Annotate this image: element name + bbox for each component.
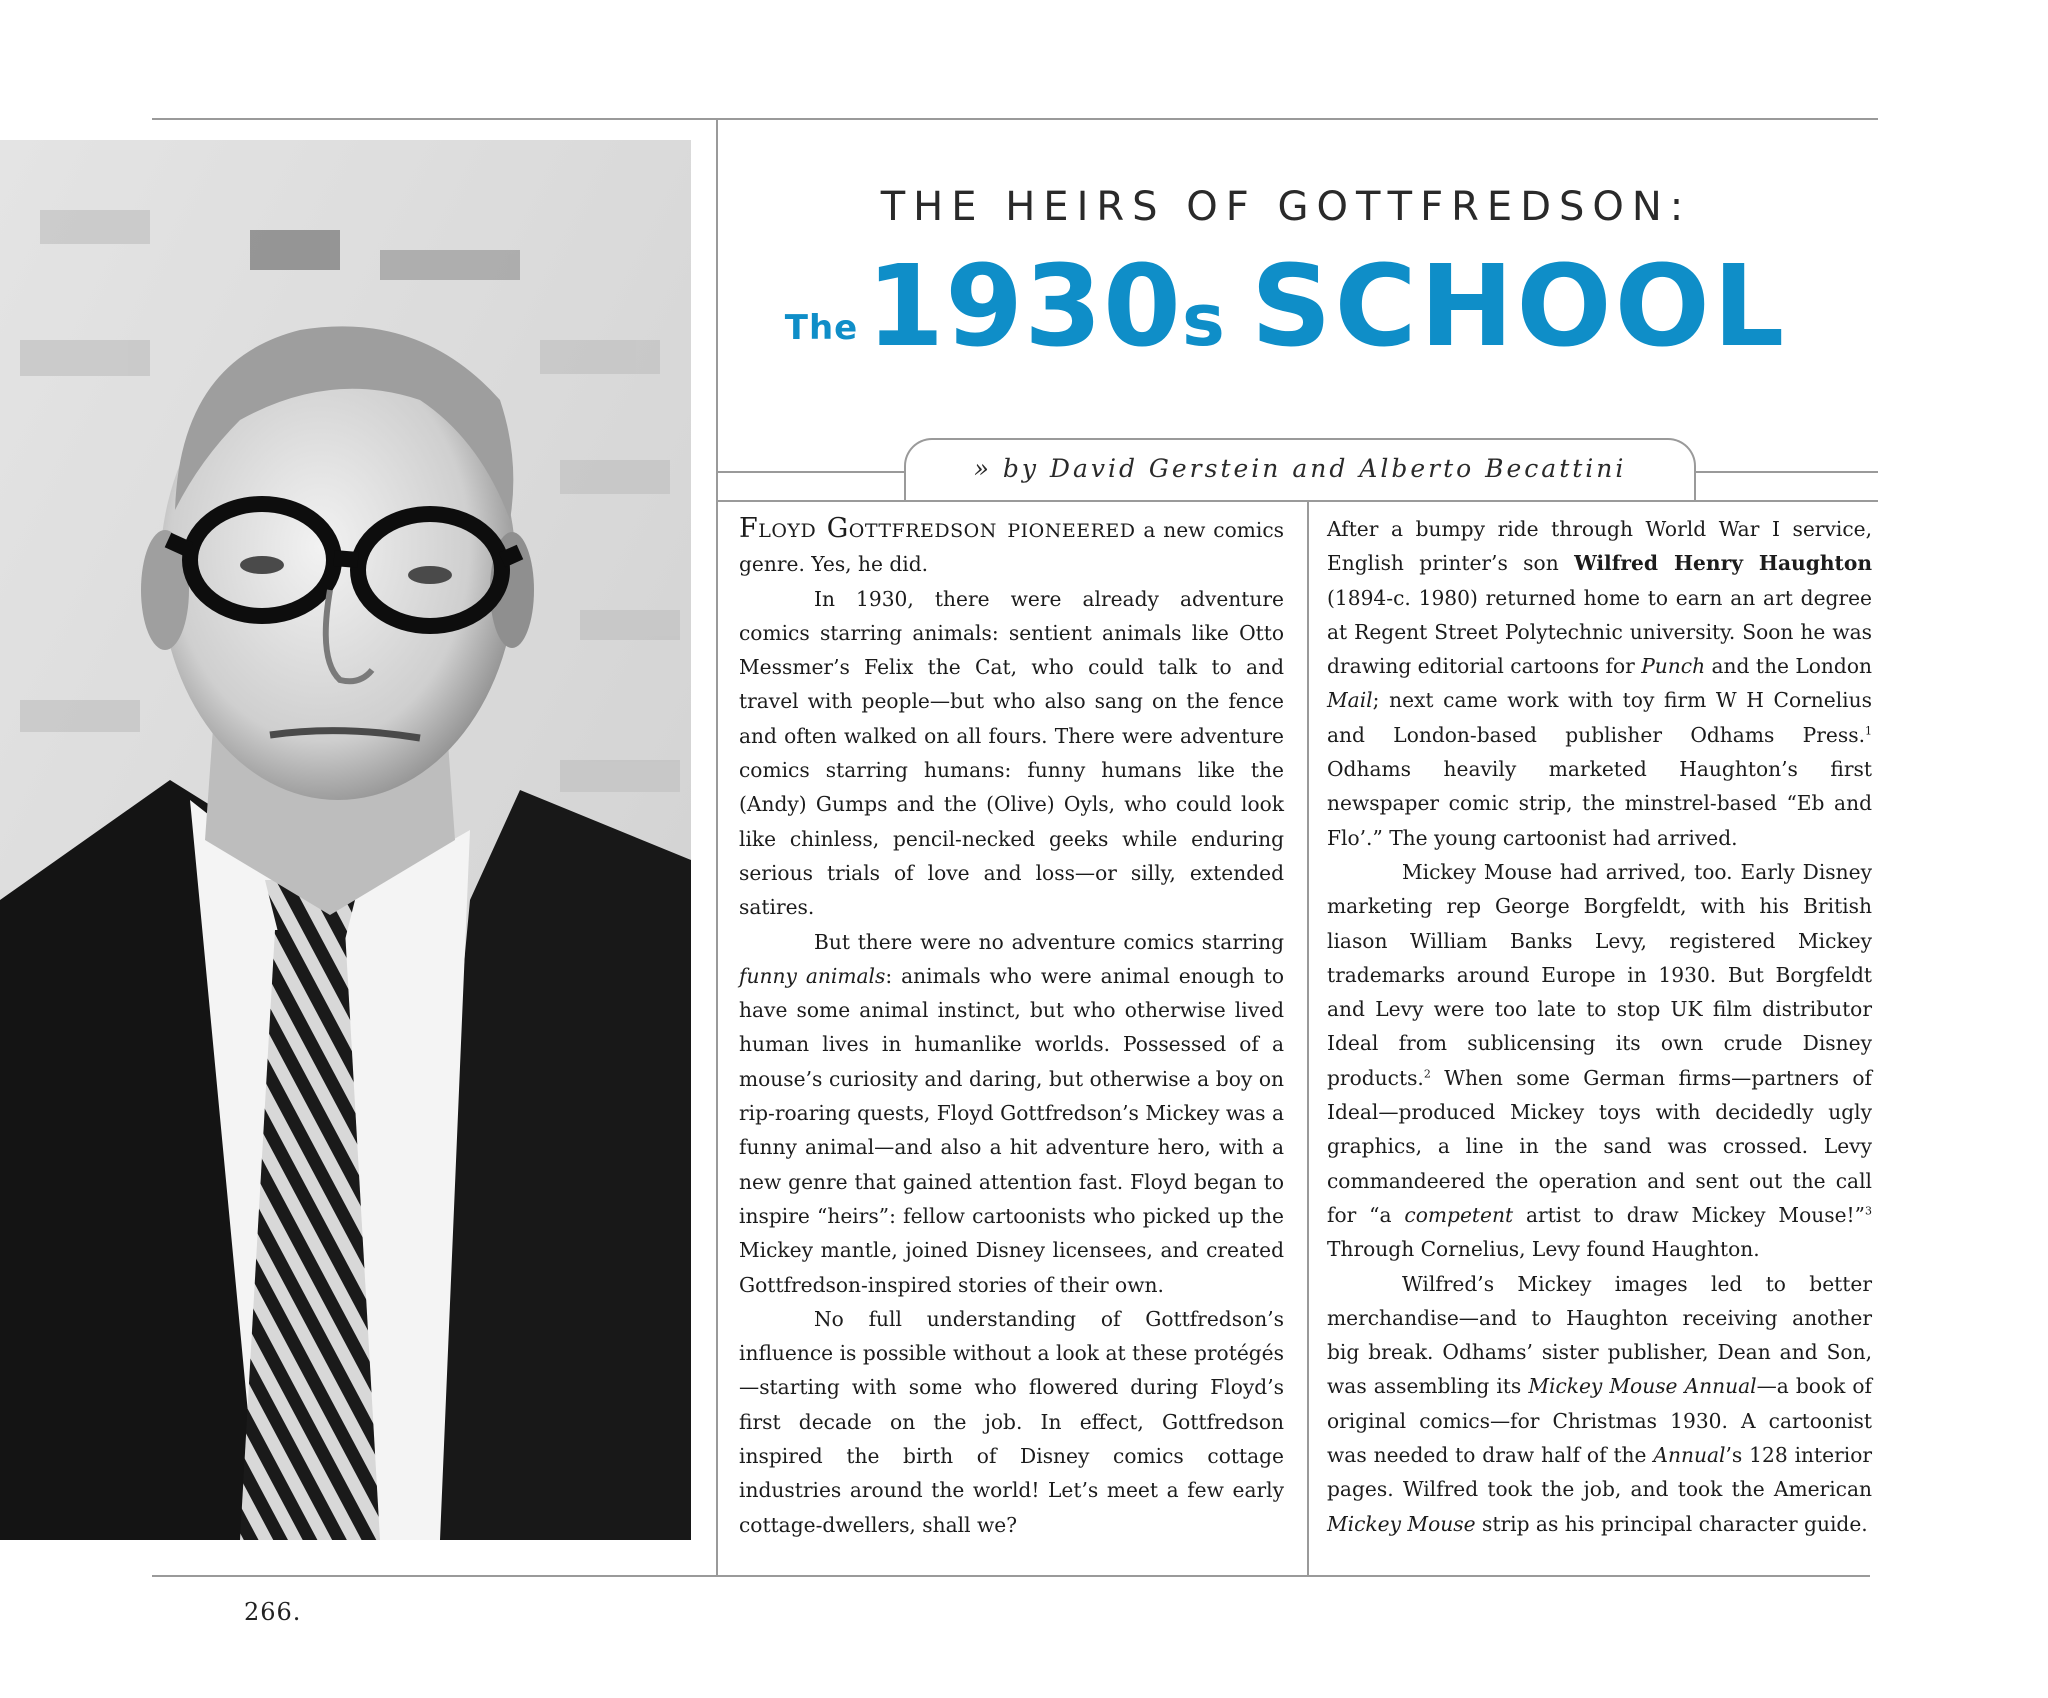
headline <box>716 242 1856 382</box>
paragraph: Wilfred’s Mickey images led to better merchandise—and to Haughton receiving another big break. Odhams’ sister publisher, Dean and Son, was assembling its Mickey Mouse Annual—a book of original comics—for Christmas 1930. A cartoonist was needed to draw half of the Annual’s 128 interior pages. Wilfred took the job, and took the American Mickey Mouse strip as his principal character guide. <box>1327 1271 1872 1536</box>
byline-rule-left <box>716 471 906 473</box>
left-eye <box>240 556 284 574</box>
bottom-rule <box>152 1575 1870 1577</box>
headline-school: SCHOOL <box>1250 242 1788 372</box>
portrait-photo <box>0 140 691 1540</box>
paragraph: After a bumpy ride through World War I service, English printer’s son Wilfred Henry Haughton (1894-c. 1980) returned home to earn an art degree at Regent Street Polytechnic university. Soon he was drawing editorial cartoons for Punch and the London Mail; next came work with toy firm W H Cornelius and London-based publisher Odhams Press.$^1$ Odhams heavily marketed Haughton’s first newspaper comic strip, the minstrel-based “Eb and Flo’.” The young cartoonist had arrived. <box>1327 517 1873 850</box>
paragraph: But there were no adventure comics starring funny animals: animals who were animal enough to have some animal instinct, but who otherwise lived human lives in humanlike worlds. Possessed of a mouse’s curiosity and daring, but otherwise a boy on rip-roaring quests, Floyd Gottfredson’s Mickey was a funny animal—and also a hit adventure hero, with a new genre that gained attention fast. Floyd began to inspire “heirs”: fellow cartoonists who picked up the Mickey mantle, joined Disney licensees, and created Gottfredson-inspired stories of their own. <box>739 929 1284 1297</box>
headline-the: The <box>784 308 859 348</box>
paragraph: Floyd Gottfredson pioneered a new comics genre. Yes, he did. <box>739 513 1284 577</box>
byline-rule-right <box>1694 471 1878 473</box>
top-rule <box>152 118 1878 120</box>
headline-s: s <box>1181 278 1225 362</box>
columns-top-rule <box>716 500 1878 502</box>
kicker-heading: THE HEIRS OF GOTTFREDSON: <box>880 184 1692 230</box>
right-eye <box>408 566 452 584</box>
article-column-right <box>1327 512 1872 1541</box>
lead-in: Floyd Gottfredson pioneered <box>739 513 1136 544</box>
paragraph: No full understanding of Gottfredson’s influence is possible without a look at these protégés—starting with some who flowered during Floyd’s first decade on the job. In effect, Gottfredson inspired the birth of Disney comics cottage industries around the world! Let’s meet a few early cottage-dwellers, shall we? <box>739 1306 1284 1537</box>
column-divider-rule <box>1307 500 1309 1576</box>
paragraph: Mickey Mouse had arrived, too. Early Disney marketing rep George Borgfeldt, with his British liason William Banks Levy, registered Mickey trademarks around Europe in 1930. But Borgfeldt and Levy were too late to stop UK film distributor Ideal from sublicensing its own crude Disney products.$^2$ When some German firms—partners of Ideal—produced Mickey toys with decidedly ugly graphics, a line in the sand was crossed. Levy commandeered the operation and sent out the call for “a competent artist to draw Mickey Mouse!”$^3$ Through Cornelius, Levy found Haughton. <box>1327 859 1872 1262</box>
page-number: 266. <box>244 1598 302 1626</box>
byline: » by David Gerstein and Alberto Becattini <box>973 454 1627 483</box>
paragraph: In 1930, there were already adventure comics starring animals: sentient animals like Otto Messmer’s Felix the Cat, who could talk to and travel with people—but who also sang on the fence and often walked on all fours. There were adventure comics starring humans: funny humans like the (Andy) Gumps and the (Olive) Oyls, who could look like chinless, pencil-necked geeks while enduring serious trials of love and loss—or silly, extended satires. <box>739 586 1284 920</box>
portrait-image <box>0 140 691 1540</box>
byline-tab <box>904 438 1696 500</box>
footnote-marker: 3 <box>1865 1204 1872 1218</box>
footnote-marker: 1 <box>1865 724 1872 738</box>
headline-year: 1930 <box>866 242 1182 372</box>
article-column-left <box>739 512 1284 1542</box>
footnote-marker: 2 <box>1423 1067 1431 1081</box>
